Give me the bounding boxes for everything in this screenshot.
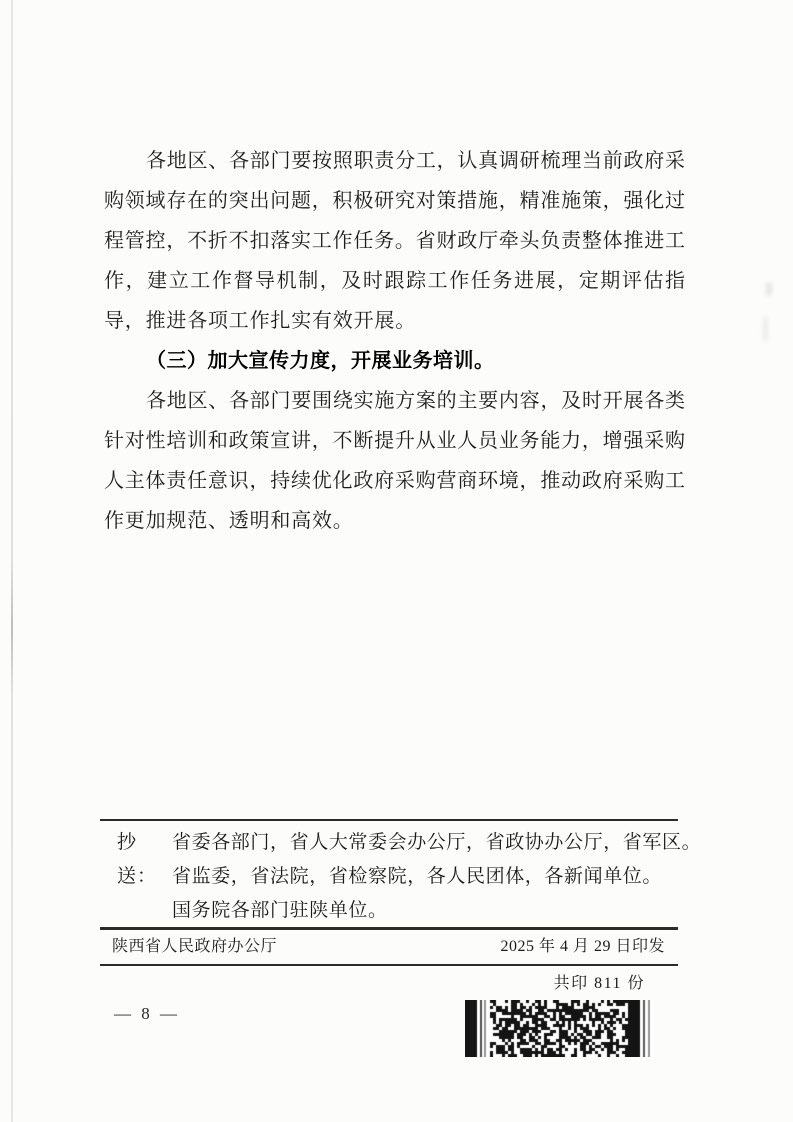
cc-top-rule <box>100 819 678 821</box>
paragraph-line: 人主体责任意识，持续优化政府采购营商环境，推动政府采购工 <box>104 470 685 492</box>
cc-lines <box>172 826 701 928</box>
cc-line: 省监委，省法院，省检察院，各人民团体，各新闻单位。 <box>172 866 663 887</box>
scan-smudge <box>766 282 772 296</box>
paragraph-line: 导，推进各项工作扎实有效开展。 <box>104 310 416 332</box>
issuing-office: 陕西省人民政府办公厅 <box>112 938 278 955</box>
scan-edge-artifact <box>11 0 13 1122</box>
paragraph-line: 作，建立工作督导机制，及时跟踪工作任务进展，定期评估指 <box>104 270 685 292</box>
cc-label: 抄送： <box>117 832 158 887</box>
cc-line: 省委各部门，省人大常委会办公厅，省政协办公厅，省军区。 <box>172 832 702 853</box>
section-heading: （三）加大宣传力度，开展业务培训。 <box>146 350 495 372</box>
print-date: 2025 年 4 月 29 日印发 <box>500 938 665 955</box>
print-count: 共印 811 份 <box>553 975 645 992</box>
cc-block <box>117 826 702 928</box>
page-number: — 8 — <box>114 1004 180 1023</box>
document-body <box>104 141 685 541</box>
issuer-top-rule <box>100 927 678 930</box>
issuer-row <box>112 933 665 961</box>
issuer-bottom-rule <box>100 964 678 966</box>
cc-line: 国务院各部门驻陕单位。 <box>172 900 388 921</box>
barcode-icon <box>465 1000 653 1057</box>
paragraph-line: 各地区、各部门要围绕实施方案的主要内容，及时开展各类 <box>146 390 685 412</box>
paragraph-line: 程管控，不折不扣落实工作任务。省财政厅牵头负责整体推进工 <box>104 230 685 252</box>
paragraph-line: 针对性培训和政策宣讲，不断提升从业人员业务能力，增强采购 <box>104 430 685 452</box>
scan-smudge <box>763 316 768 342</box>
paragraph-line: 各地区、各部门要按照职责分工，认真调研梳理当前政府采 <box>146 150 685 172</box>
paragraph-line: 作更加规范、透明和高效。 <box>104 510 354 532</box>
paragraph-line: 购领域存在的突出问题，积极研究对策措施，精准施策，强化过 <box>104 190 685 212</box>
